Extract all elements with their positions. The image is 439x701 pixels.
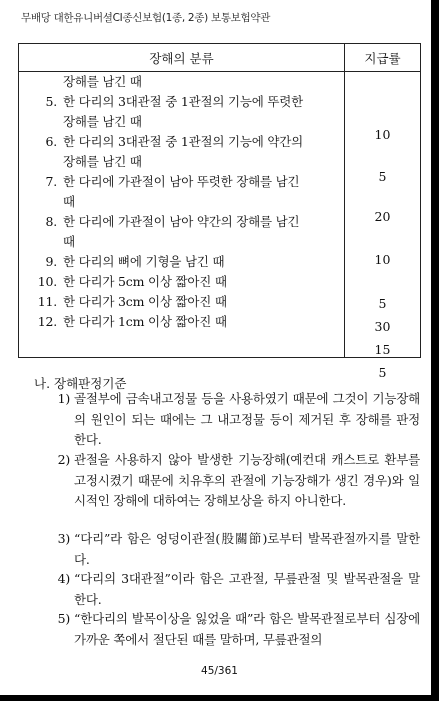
description-column bbox=[19, 72, 345, 358]
payment-rate-value: 5 bbox=[378, 169, 387, 184]
table-body-row bbox=[19, 72, 421, 358]
row-number: 8. bbox=[45, 214, 57, 229]
row-text: 때 bbox=[63, 194, 75, 209]
payment-rate-value: 10 bbox=[374, 252, 391, 267]
criteria-item bbox=[48, 529, 420, 570]
row-text: 한 다리에 가관절이 남아 뚜렷한 장해를 남긴 bbox=[63, 174, 300, 189]
disability-table bbox=[18, 43, 421, 380]
row-text: 한 다리의 3대관절 중 1관절의 기능에 뚜렷한 bbox=[63, 94, 304, 109]
row-text: 한 다리에 가관절이 남아 약간의 장해를 남긴 bbox=[63, 214, 300, 229]
row-number: 5. bbox=[45, 94, 57, 109]
criteria-item bbox=[48, 389, 420, 451]
payment-rate-value: 10 bbox=[374, 127, 391, 142]
table-row-line bbox=[19, 112, 344, 132]
table-row-line bbox=[19, 292, 344, 312]
row-number: 9. bbox=[45, 254, 57, 269]
row-text: 한 다리의 3대관절 중 1관절의 기능에 약간의 bbox=[63, 134, 304, 149]
row-text: 한 다리의 뼈에 기형을 남긴 때 bbox=[63, 254, 225, 269]
header-payment-rate: 지급률 bbox=[345, 44, 421, 72]
criteria-number: 2) bbox=[57, 452, 70, 467]
header-disability-type: 장해의 분류 bbox=[19, 44, 345, 72]
table-row-line bbox=[19, 312, 344, 332]
row-text: 장해를 남긴 때 bbox=[63, 154, 142, 169]
table-row-line bbox=[19, 232, 344, 252]
table-row-line bbox=[19, 192, 344, 212]
table-row-line bbox=[19, 152, 344, 172]
table-row-line bbox=[19, 92, 344, 112]
criteria-number: 3) bbox=[57, 531, 70, 546]
row-text: 장해를 남긴 때 bbox=[63, 74, 142, 89]
criteria-number: 5) bbox=[57, 611, 70, 626]
table-row-line bbox=[19, 132, 344, 152]
payment-rate-value: 20 bbox=[374, 209, 391, 224]
table-row-line bbox=[19, 72, 344, 92]
criteria-text: 관절을 사용하지 않아 발생한 기능장해(예컨대 캐스트로 환부를 고정시켰기 때문에 치유후의 관절에 기능장해가 생긴 경우)와 일시적인 장해에 대하여는 장해보상을 하지 아니한다. bbox=[74, 452, 420, 508]
criteria-text: 골절부에 금속내고정물 등을 사용하였기 때문에 그것이 기능장해의 원인이 되는 때에는 그 내고정물 등이 제거된 후 장해를 판정한다. bbox=[74, 391, 420, 447]
bottom-border bbox=[0, 695, 439, 701]
criteria-text: “한다리의 발목이상을 잃었을 때”라 함은 발목관절로부터 심장에 가까운 쪽에서 절단된 때를 말하며, 무릎관절의 bbox=[74, 611, 420, 647]
section-title: 나. 장해판정기준 bbox=[34, 376, 127, 391]
row-text: 장해를 남긴 때 bbox=[63, 114, 142, 129]
row-number: 7. bbox=[45, 174, 57, 189]
criteria-text: “다리의 3대관절”이라 함은 고관절, 무릎관절 및 발목관절을 말한다. bbox=[74, 571, 420, 607]
row-number: 10. bbox=[37, 274, 57, 289]
page-number: 45/361 bbox=[201, 665, 238, 677]
table-header-row bbox=[19, 44, 421, 72]
payment-rate-value: 30 bbox=[374, 319, 391, 334]
table-row-line bbox=[19, 272, 344, 292]
document-title: 무배당 대한유니버셜CI종신보험(1종, 2종) 보통보험약관 bbox=[21, 12, 271, 24]
row-text: 때 bbox=[63, 234, 75, 249]
table-row-line bbox=[19, 252, 344, 272]
payment-rate-value: 5 bbox=[378, 365, 387, 380]
row-number: 12. bbox=[37, 314, 57, 329]
criteria-item bbox=[48, 609, 420, 650]
row-text: 한 다리가 1cm 이상 짧아진 때 bbox=[63, 314, 227, 329]
right-border bbox=[431, 0, 439, 701]
row-number: 11. bbox=[37, 294, 57, 309]
row-text: 한 다리가 3cm 이상 짧아진 때 bbox=[63, 294, 227, 309]
criteria-number: 4) bbox=[57, 571, 70, 586]
criteria-text: “다리”라 함은 엉덩이관절(股關節)로부터 발목관절까지를 말한다. bbox=[74, 531, 420, 567]
row-number: 6. bbox=[45, 134, 57, 149]
criteria-number: 1) bbox=[57, 391, 70, 406]
payment-rate-value: 5 bbox=[378, 296, 387, 311]
rate-column bbox=[345, 72, 421, 380]
table-row-line bbox=[19, 172, 344, 192]
table-row-line bbox=[19, 212, 344, 232]
row-text: 한 다리가 5cm 이상 짧아진 때 bbox=[63, 274, 227, 289]
criteria-item bbox=[48, 569, 420, 610]
criteria-item bbox=[48, 450, 420, 512]
payment-rate-value: 15 bbox=[374, 342, 391, 357]
